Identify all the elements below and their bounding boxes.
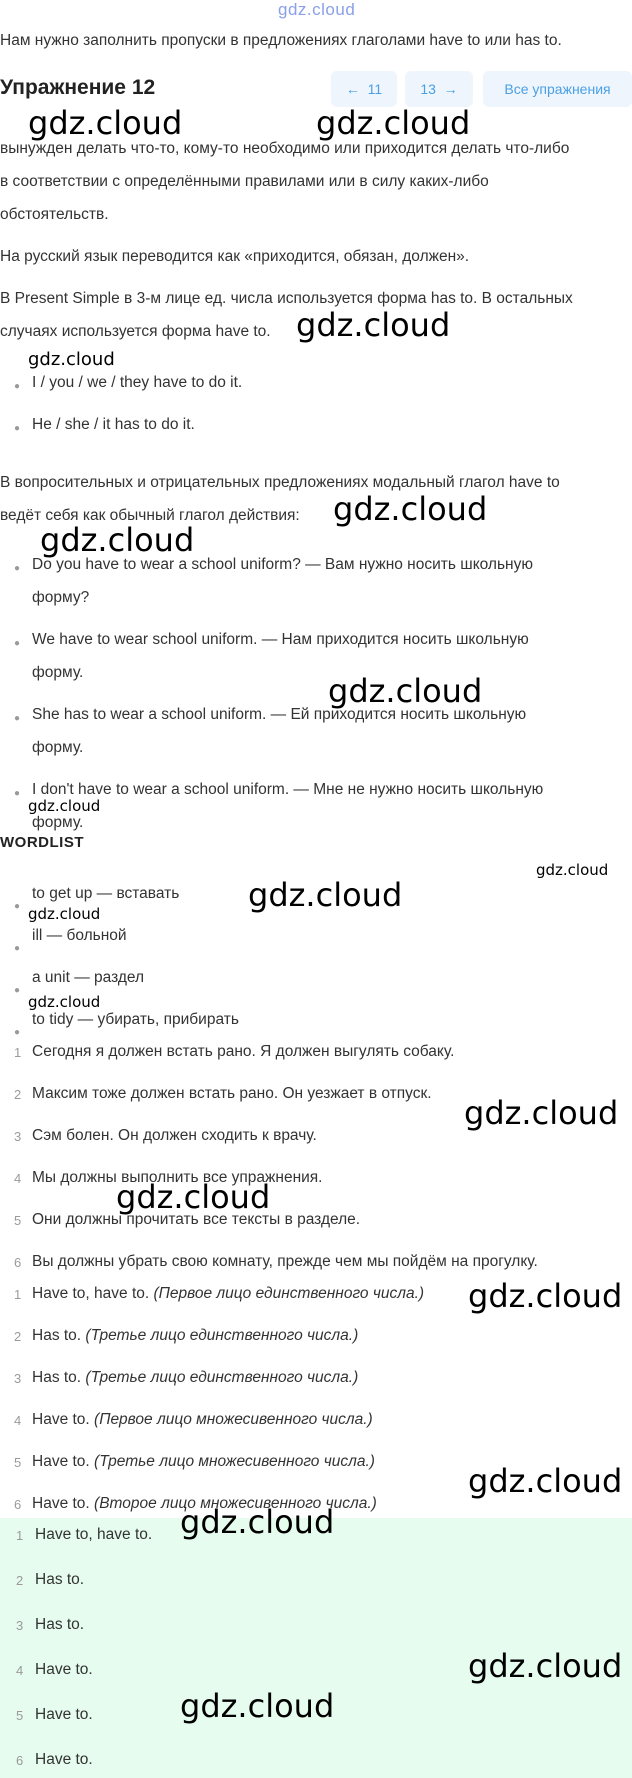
answer-item: Have to, have to. bbox=[35, 1526, 153, 1543]
item-number: 6 bbox=[16, 1753, 24, 1768]
task-text: Нам нужно заполнить пропуски в предложениях глаголами have to или has to. bbox=[0, 32, 562, 49]
example-item: форму. bbox=[32, 814, 84, 831]
item-number: 4 bbox=[14, 1413, 22, 1428]
translation-item: Они должны прочитать все тексты в разделе. bbox=[32, 1211, 361, 1228]
example-item: She has to wear a school uniform. — Ей приходится носить школьную bbox=[32, 706, 527, 723]
bullet-icon: ● bbox=[14, 1027, 21, 1038]
theory-line: обстоятельств. bbox=[0, 206, 109, 223]
bullet-icon: ● bbox=[14, 985, 21, 996]
bullet-icon: ● bbox=[14, 943, 21, 954]
theory-line: В вопросительных и отрицательных предложениях модальный глагол have to bbox=[0, 474, 560, 491]
item-number: 5 bbox=[14, 1455, 22, 1470]
watermark: gdz.cloud bbox=[296, 306, 451, 344]
answer-item: Have to. bbox=[35, 1706, 93, 1723]
example-item: I don't have to wear a school uniform. — Мне не нужно носить школьную bbox=[32, 781, 544, 798]
item-number: 3 bbox=[14, 1129, 22, 1144]
arrow-left-icon: ← bbox=[345, 81, 360, 97]
watermark: gdz.cloud bbox=[333, 490, 488, 528]
item-number: 4 bbox=[16, 1663, 24, 1678]
next-exercise-button[interactable]: 13 → bbox=[405, 71, 473, 107]
watermark: gdz.cloud bbox=[28, 905, 101, 923]
arrow-right-icon: → bbox=[443, 81, 458, 97]
item-number: 4 bbox=[14, 1171, 22, 1186]
watermark: gdz.cloud bbox=[464, 1094, 619, 1132]
watermark: gdz.cloud bbox=[316, 104, 471, 142]
item-number: 1 bbox=[14, 1287, 22, 1302]
prev-exercise-button[interactable]: ← 11 bbox=[331, 71, 397, 107]
theory-line: вынужден делать что-то, кому-то необходимо или приходится делать что-либо bbox=[0, 140, 570, 157]
bullet-icon: ● bbox=[14, 423, 21, 434]
item-number: 3 bbox=[14, 1371, 22, 1386]
exercise-title: Упражнение 12 bbox=[0, 76, 156, 99]
item-number: 2 bbox=[16, 1573, 24, 1588]
form-item: He / she / it has to do it. bbox=[32, 416, 195, 433]
wordlist-item: a unit — раздел bbox=[32, 969, 145, 986]
watermark: gdz.cloud bbox=[28, 104, 183, 142]
watermark: gdz.cloud bbox=[116, 1178, 271, 1216]
item-number: 5 bbox=[16, 1708, 24, 1723]
bullet-icon: ● bbox=[14, 788, 21, 799]
item-number: 2 bbox=[14, 1087, 22, 1102]
watermark: gdz.cloud bbox=[28, 349, 115, 370]
translation-item: Сегодня я должен встать рано. Я должен выгулять собаку. bbox=[32, 1043, 455, 1060]
item-number: 3 bbox=[16, 1618, 24, 1633]
example-item: Do you have to wear a school uniform? — Вам нужно носить школьную bbox=[32, 556, 533, 573]
theory-line: случаях используется форма have to. bbox=[0, 323, 271, 340]
item-number: 1 bbox=[16, 1528, 24, 1543]
theory-line: На русский язык переводится как «приходится, обязан, должен». bbox=[0, 248, 470, 265]
site-logo[interactable]: gdz.cloud bbox=[278, 0, 356, 19]
answer-item: Has to. bbox=[35, 1571, 85, 1588]
watermark: gdz.cloud bbox=[40, 521, 195, 559]
wordlist-title: WORDLIST bbox=[0, 834, 84, 851]
form-item: I / you / we / they have to do it. bbox=[32, 374, 243, 391]
example-item: форму. bbox=[32, 739, 84, 756]
explanation-item: Has to. (Третье лицо единственного числа.) bbox=[32, 1327, 359, 1344]
all-exercises-button[interactable]: Все упражнения bbox=[483, 71, 632, 107]
example-item: We have to wear school uniform. — Нам приходится носить школьную bbox=[32, 631, 529, 648]
theory-line: ведёт себя как обычный глагол действия: bbox=[0, 507, 300, 524]
translation-item: Мы должны выполнить все упражнения. bbox=[32, 1169, 323, 1186]
theory-line: В Present Simple в 3-м лице ед. числа используется форма has to. В остальных bbox=[0, 290, 573, 307]
bullet-icon: ● bbox=[14, 901, 21, 912]
bullet-icon: ● bbox=[14, 563, 21, 574]
watermark: gdz.cloud bbox=[468, 1277, 623, 1315]
answer-item: Have to. bbox=[35, 1751, 93, 1768]
item-number: 6 bbox=[14, 1497, 22, 1512]
watermark: gdz.cloud bbox=[468, 1647, 623, 1685]
watermark: gdz.cloud bbox=[28, 993, 101, 1011]
answer-item: Has to. bbox=[35, 1616, 85, 1633]
bullet-icon: ● bbox=[14, 638, 21, 649]
explanation-item: Has to. (Третье лицо единственного числа.) bbox=[32, 1369, 359, 1386]
watermark: gdz.cloud bbox=[536, 861, 609, 879]
explanation-item: Have to, have to. (Первое лицо единственного числа.) bbox=[32, 1285, 425, 1302]
item-number: 2 bbox=[14, 1329, 22, 1344]
example-item: форму. bbox=[32, 664, 84, 681]
bullet-icon: ● bbox=[14, 713, 21, 724]
answer-item: Have to. bbox=[35, 1661, 93, 1678]
watermark: gdz.cloud bbox=[180, 1503, 335, 1541]
watermark: gdz.cloud bbox=[248, 876, 403, 914]
bullet-icon: ● bbox=[14, 381, 21, 392]
explanation-item: Have to. (Первое лицо множесивенного числа.) bbox=[32, 1411, 373, 1428]
example-item: форму? bbox=[32, 589, 90, 606]
translation-item: Вы должны убрать свою комнату, прежде чем мы пойдём на прогулку. bbox=[32, 1253, 538, 1270]
watermark: gdz.cloud bbox=[468, 1462, 623, 1500]
watermark: gdz.cloud bbox=[328, 672, 483, 710]
translation-item: Сэм болен. Он должен сходить к врачу. bbox=[32, 1127, 317, 1144]
item-number: 1 bbox=[14, 1045, 22, 1060]
explanation-item: Have to. (Третье лицо множесивенного числа.) bbox=[32, 1453, 375, 1470]
wordlist-item: to get up — вставать bbox=[32, 885, 180, 902]
wordlist-item: to tidy — убирать, прибирать bbox=[32, 1011, 239, 1028]
item-number: 5 bbox=[14, 1213, 22, 1228]
explanation-item: Have to. (Второе лицо множесивенного числа.) bbox=[32, 1495, 377, 1512]
translation-item: Максим тоже должен встать рано. Он уезжает в отпуск. bbox=[32, 1085, 432, 1102]
watermark: gdz.cloud bbox=[28, 797, 101, 815]
watermark: gdz.cloud bbox=[180, 1687, 335, 1725]
wordlist-item: ill — больной bbox=[32, 927, 127, 944]
item-number: 6 bbox=[14, 1255, 22, 1270]
theory-line: в соответствии с определёнными правилами или в силу каких-либо bbox=[0, 173, 489, 190]
